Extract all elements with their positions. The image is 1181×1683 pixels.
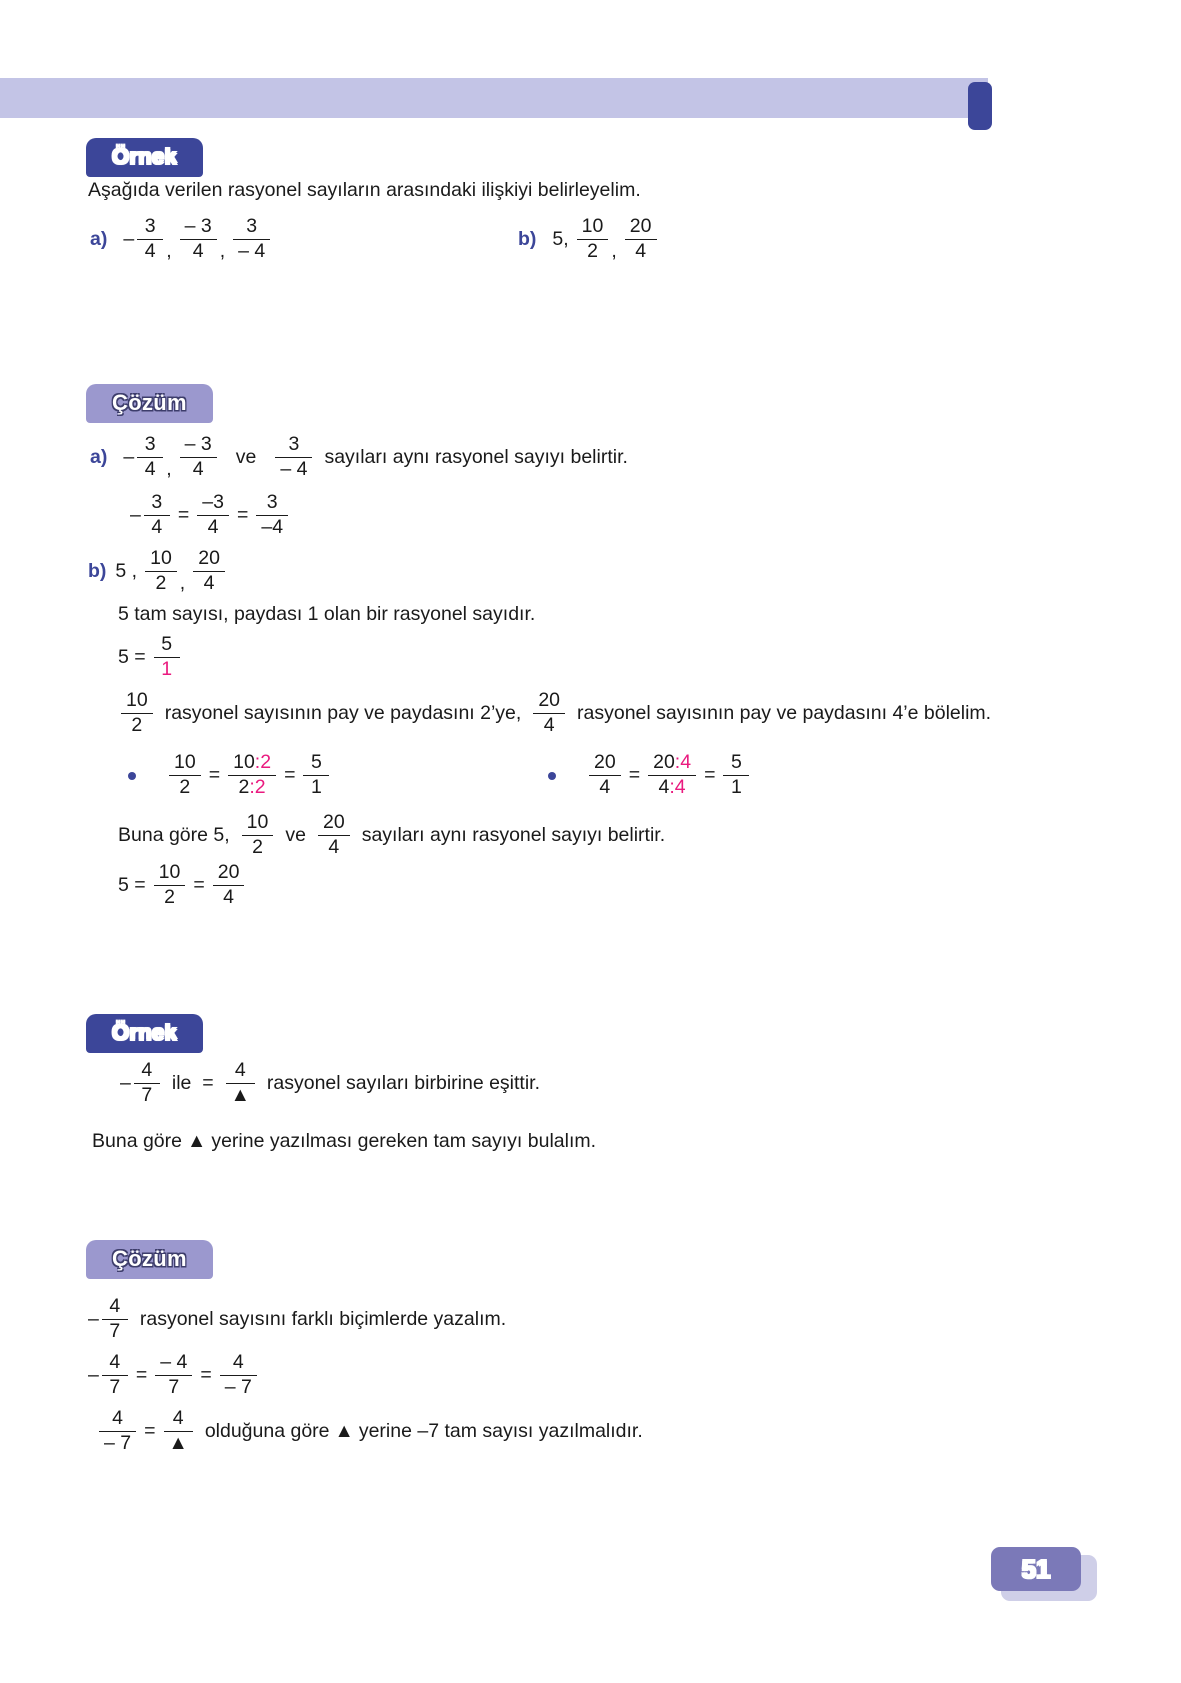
equals-sign: = bbox=[628, 763, 641, 786]
numerator: 10 bbox=[581, 215, 604, 237]
equals-sign: = bbox=[208, 763, 221, 786]
fraction-5-over-1 bbox=[723, 752, 749, 799]
bullet-icon bbox=[128, 772, 136, 780]
solution1-five-equals-fraction bbox=[118, 634, 183, 681]
denominator-triangle-symbol: ▲ bbox=[230, 1084, 250, 1107]
example2-tail: rasyonel sayıları birbirine eşittir. bbox=[266, 1071, 541, 1094]
denominator: 2 bbox=[179, 776, 191, 799]
solution1-b-comma: , bbox=[179, 571, 186, 594]
fraction-3-over-neg4 bbox=[275, 434, 312, 481]
fraction-neg3-over-4 bbox=[180, 216, 217, 263]
denominator: 7 bbox=[168, 1376, 180, 1399]
equals-sign: = bbox=[144, 1419, 156, 1442]
colon-icon: : bbox=[669, 776, 675, 799]
page-number-wrap bbox=[991, 1547, 1097, 1599]
triangle-symbol: ▲ bbox=[334, 1419, 354, 1442]
fraction-3-over-4 bbox=[137, 216, 163, 263]
denominator: 4 bbox=[599, 776, 611, 799]
equals-sign: = bbox=[284, 763, 296, 786]
den-value: 4 bbox=[658, 776, 670, 799]
fraction-3-over-neg4 bbox=[233, 216, 270, 263]
example1-a-label: a) bbox=[90, 227, 108, 250]
fraction-neg4-over-7 bbox=[155, 1352, 192, 1399]
numerator: 4 bbox=[112, 1407, 123, 1429]
numerator: 4 bbox=[232, 1351, 244, 1373]
fraction-10-over-2 bbox=[154, 862, 186, 909]
solution1-a-label: a) bbox=[90, 445, 108, 468]
numerator: 20 bbox=[198, 547, 220, 569]
example1-intro: Aşağıda verilen rasyonel sayıların arasındaki ilişkiyi belirleyelim. bbox=[88, 179, 641, 201]
solution1-conclusion bbox=[118, 812, 665, 859]
denominator: 4 bbox=[203, 572, 215, 595]
numerator: 5 bbox=[311, 751, 322, 773]
fraction-neg3-over-4 bbox=[197, 492, 229, 539]
numerator: –3 bbox=[202, 491, 224, 513]
numerator: 4 bbox=[141, 1059, 153, 1081]
denominator: 2 bbox=[252, 836, 263, 859]
fraction-20-over-4 bbox=[193, 548, 225, 595]
num-value: 20 bbox=[653, 751, 675, 773]
solution1-a-ve: ve bbox=[235, 445, 257, 468]
conclusion-tail: sayıları aynı rasyonel sayıyı belirtir. bbox=[361, 823, 666, 846]
numerator: – 4 bbox=[160, 1351, 188, 1373]
header-band bbox=[0, 78, 988, 118]
numerator: 4 bbox=[109, 1351, 121, 1373]
numerator: 20 bbox=[594, 751, 616, 773]
colon-icon: : bbox=[249, 776, 255, 799]
solution1-line-a bbox=[90, 434, 628, 481]
solution1-bullet-1 bbox=[128, 752, 332, 799]
conclusion-prefix: Buna göre 5, bbox=[118, 823, 230, 846]
denominator: 4 bbox=[223, 886, 235, 909]
solution2-line1-tail: rasyonel sayısını farklı biçimlerde yazalım. bbox=[139, 1307, 507, 1330]
fraction-20-over-4 bbox=[213, 862, 245, 909]
example1-badge-wrap bbox=[86, 138, 203, 177]
numerator: 3 bbox=[246, 215, 258, 237]
equals-sign: = bbox=[704, 763, 716, 786]
divisor-value: 4 bbox=[674, 776, 686, 799]
solution1-a-minus: – bbox=[123, 445, 135, 468]
denominator: – 7 bbox=[224, 1376, 252, 1399]
solution1-line-b bbox=[88, 548, 228, 595]
badge-ornek-2: Örnek bbox=[86, 1014, 203, 1053]
numerator bbox=[228, 752, 276, 775]
solution1-badge-wrap bbox=[86, 384, 213, 423]
den-value: 2 bbox=[238, 776, 250, 799]
solution2-equation-chain bbox=[88, 1352, 260, 1399]
numerator: 10 bbox=[126, 689, 148, 711]
example2-statement bbox=[120, 1060, 540, 1107]
divide-text-end: rasyonel sayısının pay ve paydasını 4’e bölelim. bbox=[577, 701, 992, 724]
divide-text-mid: rasyonel sayısının pay ve paydasını 2’ye, bbox=[164, 701, 522, 724]
numerator: 10 bbox=[158, 861, 181, 883]
fraction-10div2-over-2div2 bbox=[228, 752, 276, 799]
numerator: 4 bbox=[172, 1407, 184, 1429]
fraction-4-over-7 bbox=[102, 1296, 128, 1343]
fraction-10-over-2 bbox=[145, 548, 177, 595]
denominator: 4 bbox=[144, 458, 156, 481]
fraction-5-over-1 bbox=[154, 634, 180, 681]
denominator: 2 bbox=[155, 572, 167, 595]
denominator: 2 bbox=[131, 714, 143, 737]
solution2-line-1 bbox=[88, 1296, 506, 1343]
denominator: – 7 bbox=[104, 1432, 132, 1455]
equals-sign: = bbox=[193, 873, 205, 896]
numerator: 20 bbox=[217, 861, 240, 883]
denominator: –4 bbox=[261, 516, 284, 539]
fraction-4-over-triangle bbox=[164, 1408, 193, 1455]
example1-b-integer: 5, bbox=[552, 227, 569, 250]
fraction-4-over-7 bbox=[102, 1352, 128, 1399]
equals-sign: = bbox=[200, 1363, 212, 1386]
numerator: 10 bbox=[150, 547, 172, 569]
divisor-value: 2 bbox=[260, 751, 272, 773]
fraction-10-over-2 bbox=[121, 690, 153, 737]
numerator: 20 bbox=[629, 215, 652, 237]
numerator: 10 bbox=[174, 751, 196, 773]
denominator-triangle-symbol: ▲ bbox=[168, 1432, 188, 1455]
fraction-3-over-neg4 bbox=[256, 492, 288, 539]
final-eq-prefix: 5 = bbox=[118, 873, 146, 896]
solution2-eq-minus: – bbox=[88, 1363, 99, 1386]
equals-sign: = bbox=[236, 503, 249, 526]
numerator: – 3 bbox=[184, 433, 212, 455]
denominator: 1 bbox=[311, 776, 322, 799]
example2-badge-wrap bbox=[86, 1014, 203, 1053]
header-band-tab bbox=[968, 82, 992, 130]
solution1-a-comma: , bbox=[166, 457, 172, 480]
solution1-b-statement: 5 tam sayısı, paydası 1 olan bir rasyonel sayıdır. bbox=[118, 603, 536, 625]
fraction-3-over-4 bbox=[144, 492, 170, 539]
numerator: 10 bbox=[246, 811, 269, 833]
numerator: 3 bbox=[144, 433, 156, 455]
badge-cozum-1: Çözüm bbox=[86, 384, 213, 423]
example2-question-postfix: yerine yazılması gereken tam sayıyı bulalım. bbox=[211, 1130, 597, 1152]
conclusion-ve: ve bbox=[285, 823, 306, 846]
solution1-final-equation bbox=[118, 862, 247, 909]
divisor-value: 2 bbox=[254, 776, 266, 799]
numerator: – 3 bbox=[184, 215, 212, 237]
fraction-3-over-4 bbox=[137, 434, 163, 481]
bullet-icon bbox=[548, 772, 556, 780]
colon-icon: : bbox=[674, 751, 681, 773]
numerator: 20 bbox=[538, 689, 561, 711]
solution2-final-prefix: olduğuna göre bbox=[204, 1419, 330, 1442]
fraction-4-over-neg7 bbox=[99, 1408, 136, 1455]
example1-b-comma: , bbox=[611, 239, 617, 262]
example2-question-prefix: Buna göre bbox=[92, 1130, 182, 1152]
badge-cozum-2: Çözüm bbox=[86, 1240, 213, 1279]
numerator: 3 bbox=[144, 215, 156, 237]
example2-minus: – bbox=[120, 1071, 131, 1094]
denominator: 4 bbox=[328, 836, 340, 859]
numerator: 20 bbox=[322, 811, 345, 833]
solution2-final-line bbox=[96, 1408, 643, 1455]
five-equals: 5 = bbox=[118, 645, 146, 668]
numerator: 3 bbox=[266, 491, 278, 513]
fraction-20-over-4 bbox=[589, 752, 621, 799]
denominator: 7 bbox=[141, 1084, 153, 1107]
denominator: – 4 bbox=[280, 458, 308, 481]
solution2-final-postfix: yerine –7 tam sayısı yazılmalıdır. bbox=[358, 1419, 643, 1442]
solution2-badge-wrap bbox=[86, 1240, 213, 1279]
example1-a-minus: – bbox=[123, 227, 135, 250]
fraction-20div4-over-4div4 bbox=[648, 752, 696, 799]
denominator: – 4 bbox=[238, 240, 266, 263]
denominator bbox=[234, 776, 271, 799]
fraction-4-over-triangle bbox=[226, 1060, 255, 1107]
denominator: 4 bbox=[635, 240, 647, 263]
solution2-minus: – bbox=[88, 1307, 99, 1330]
colon-icon: : bbox=[254, 751, 261, 773]
numerator: 3 bbox=[288, 433, 300, 455]
page-number: 51 bbox=[991, 1547, 1081, 1591]
numerator: 5 bbox=[731, 751, 742, 773]
solution1-b-integer: 5 , bbox=[115, 559, 138, 582]
divisor-value: 4 bbox=[680, 751, 692, 773]
denominator: 2 bbox=[164, 886, 175, 909]
triangle-symbol: ▲ bbox=[187, 1130, 207, 1152]
example1-item-b bbox=[518, 216, 660, 263]
fraction-4-over-neg7 bbox=[220, 1352, 257, 1399]
example1-item-a bbox=[90, 216, 273, 263]
solution1-eq-minus: – bbox=[130, 503, 141, 526]
example1-a-comma-2: , bbox=[219, 239, 226, 262]
fraction-neg3-over-4 bbox=[180, 434, 217, 481]
numerator: 4 bbox=[234, 1059, 246, 1081]
numerator: 3 bbox=[151, 491, 163, 513]
numerator: 5 bbox=[161, 633, 173, 655]
denominator: 4 bbox=[543, 714, 555, 737]
solution1-a-tail: sayıları aynı rasyonel sayıyı belirtir. bbox=[324, 445, 628, 468]
denominator: 4 bbox=[207, 516, 219, 539]
solution1-divide-explanation bbox=[118, 690, 991, 737]
fraction-10-over-2 bbox=[242, 812, 274, 859]
fraction-4-over-7 bbox=[134, 1060, 160, 1107]
fraction-20-over-4 bbox=[318, 812, 350, 859]
numerator bbox=[648, 752, 696, 775]
fraction-10-over-2 bbox=[577, 216, 609, 263]
fraction-5-over-1 bbox=[303, 752, 329, 799]
denominator: 7 bbox=[109, 1376, 121, 1399]
denominator: 7 bbox=[109, 1320, 121, 1343]
fraction-20-over-4 bbox=[533, 690, 565, 737]
solution1-b-label: b) bbox=[88, 559, 107, 582]
numerator: 4 bbox=[109, 1295, 121, 1317]
equals-sign: = bbox=[177, 503, 190, 526]
fraction-20-over-4 bbox=[625, 216, 657, 263]
solution1-equation-a bbox=[130, 492, 291, 539]
denominator: 4 bbox=[192, 458, 204, 481]
denominator: 4 bbox=[144, 240, 156, 263]
denominator: 1 bbox=[731, 776, 742, 799]
example1-a-comma-1: , bbox=[166, 239, 172, 262]
solution1-bullet-2 bbox=[548, 752, 752, 799]
denominator: 4 bbox=[151, 516, 163, 539]
denominator bbox=[654, 776, 691, 799]
denominator: 4 bbox=[192, 240, 204, 263]
example2-question bbox=[92, 1132, 596, 1152]
equals-sign: = bbox=[135, 1363, 148, 1386]
badge-ornek-1: Örnek bbox=[86, 138, 203, 177]
example1-b-label: b) bbox=[518, 227, 537, 250]
denominator: 1 bbox=[161, 658, 173, 681]
example2-ile: ile = bbox=[171, 1071, 214, 1094]
denominator: 2 bbox=[587, 240, 598, 263]
num-value: 10 bbox=[233, 751, 255, 773]
fraction-10-over-2 bbox=[169, 752, 201, 799]
